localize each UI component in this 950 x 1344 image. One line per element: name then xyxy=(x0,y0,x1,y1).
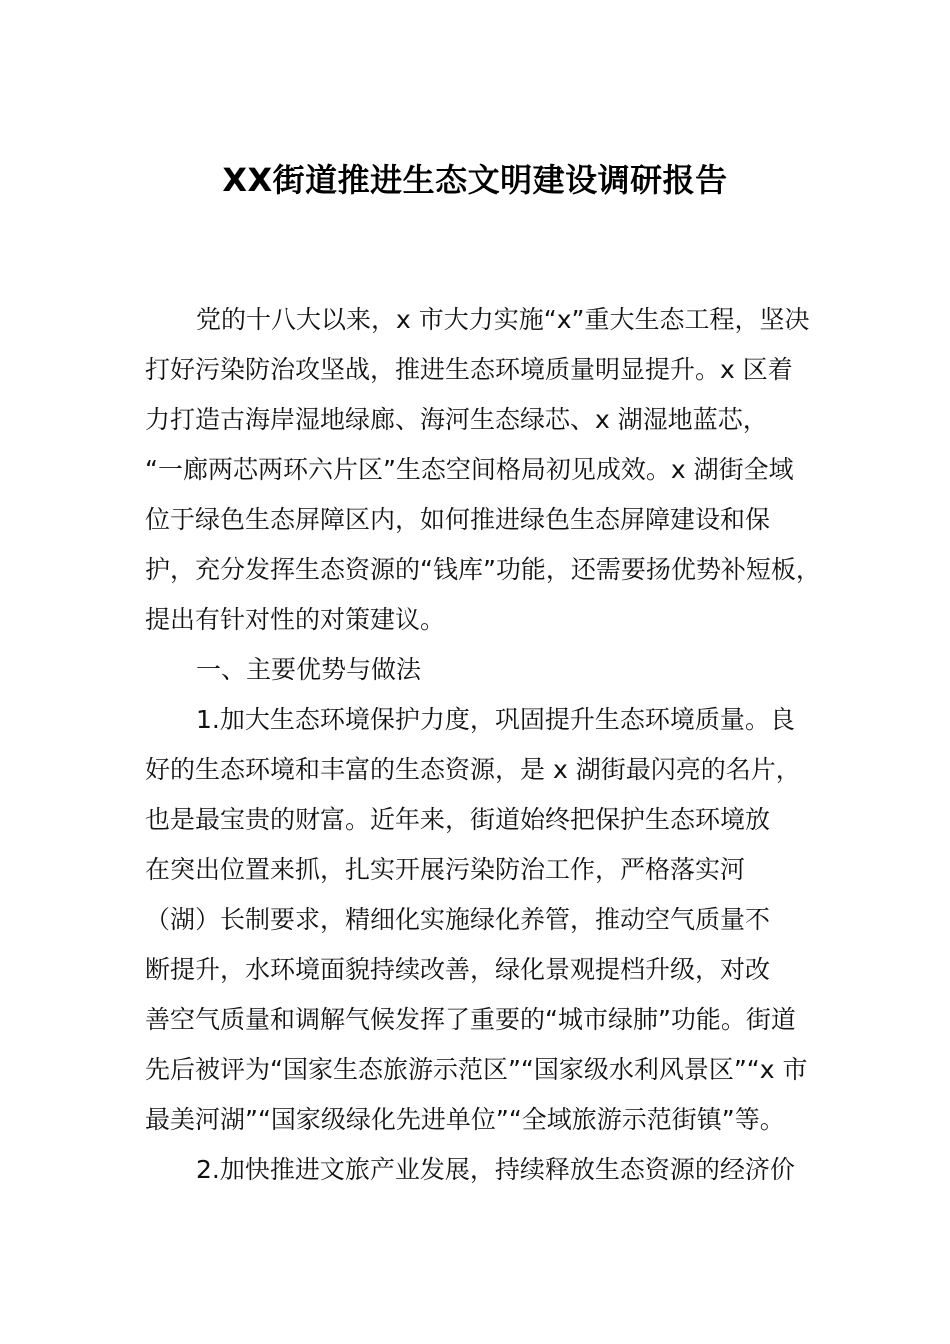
paragraph-line: “一廊两芯两环六片区”生态空间格局初见成效。x 湖街全域 xyxy=(145,455,794,484)
paragraph-line: 2.加快推进文旅产业发展，持续释放生态资源的经济价 xyxy=(196,1155,795,1184)
paragraph-line: 断提升，水环境面貌持续改善，绿化景观提档升级，对改 xyxy=(145,955,771,984)
paragraph-line: 护，充分发挥生态资源的“钱库”功能，还需要扬优势补短板， xyxy=(145,555,821,584)
paragraph-line: 也是最宝贵的财富。近年来，街道始终把保护生态环境放 xyxy=(145,805,771,834)
paragraph-line: 好的生态环境和丰富的生态资源，是 x 湖街最闪亮的名片， xyxy=(145,755,801,784)
paragraph-line: 在突出位置来抓，扎实开展污染防治工作，严格落实河 xyxy=(145,855,746,884)
section-heading: 一、主要优势与做法 xyxy=(196,655,422,684)
paragraph-line: 先后被评为“国家生态旅游示范区”“国家级水利风景区”“x 市 xyxy=(145,1055,808,1084)
paragraph-line: 党的十八大以来，x 市大力实施“x”重大生态工程，坚决 xyxy=(196,305,810,334)
paragraph-line: 位于绿色生态屏障区内，如何推进绿色生态屏障建设和保 xyxy=(145,505,771,534)
paragraph-line: 善空气质量和调解气候发挥了重要的“城市绿肺”功能。街道 xyxy=(145,1005,796,1034)
paragraph-line: （湖）长制要求，精细化实施绿化养管，推动空气质量不 xyxy=(145,905,771,934)
paragraph-line: 打好污染防治攻坚战，推进生态环境质量明显提升。x 区着 xyxy=(145,355,793,384)
paragraph-line: 提出有针对性的对策建议。 xyxy=(145,605,446,634)
paragraph-line: 力打造古海岸湿地绿廊、海河生态绿芯、x 湖湿地蓝芯， xyxy=(145,405,768,434)
document-title: XX街道推进生态文明建设调研报告 xyxy=(222,161,728,199)
paragraph-line: 1.加大生态环境保护力度，巩固提升生态环境质量。良 xyxy=(196,705,795,734)
paragraph-line: 最美河湖”“国家级绿化先进单位”“全域旅游示范街镇”等。 xyxy=(145,1105,785,1134)
